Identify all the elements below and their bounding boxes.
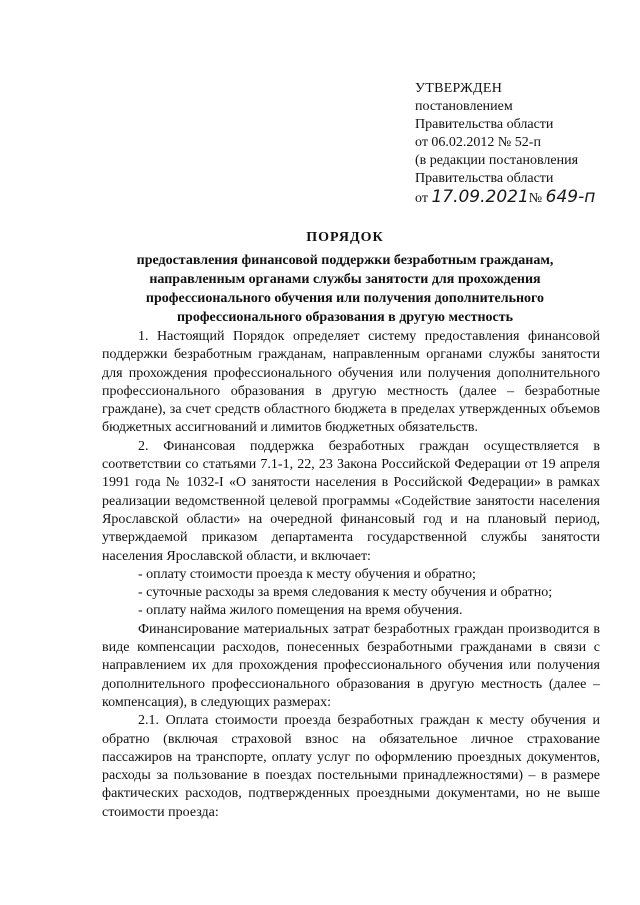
approval-stamp [415, 80, 630, 208]
list-item: - суточные расходы за время следования к месту обучения и обратно; [138, 585, 553, 601]
document-body [102, 328, 600, 822]
title-heading: ПОРЯДОК [306, 230, 384, 245]
paragraph-1: 1. Настоящий Порядок определяет систему предоставления финансовой поддержки безработным гражданам, направленным органами службы занятости для прохождения профессионального обучения или получения дополнительного профессионального образования в другую местность (далее – безработные граждане), за счет средств областного бюджета в пределах утвержденных объемов бюджетных ассигнований и лимитов бюджетных обязательств. [102, 329, 600, 436]
paragraph-2: 2. Финансовая поддержка безработных граждан осуществляется в соответствии со статьями 7.1-1, 22, 23 Закона Российской Федерации от 19 апреля 1991 года № 1032-I «О занятости населения в Российской Федерации» в рамках реализации ведомственной целевой программы «Содействие занятости населения Ярославской области» на очередной финансовый год и на плановый период, утверждаемой приказом департамента государственной службы занятости населения Ярославской области, и включает: [102, 438, 600, 564]
paragraph-4: 2.1. Оплата стоимости проезда безработных граждан к месту обучения и обратно (включая страховой взнос на обязательное личное страхование пассажиров на транспорте, оплату услуг по оформлению проездных документов, расходы за пользование в поездах постельными принадлежностями) – в размере фактических расходов, подтвержденных проездными документами, но не выше стоимости проезда: [102, 713, 600, 820]
handwritten-number: 649-п [545, 187, 596, 207]
paragraph-3: Финансирование материальных затрат безработных граждан производится в виде компенсации расходов, понесенных безработными гражданами в связи с направлением их для прохождения профессионального обучения или получения дополнительного профессионального образования в другую местность (далее – компенсация), в следующих размерах: [102, 621, 600, 710]
approval-line: постановлением [415, 99, 513, 114]
approval-line: Правительства области [415, 171, 554, 186]
approval-line: от 06.02.2012 № 52-п [415, 135, 541, 150]
approval-prefix: от [415, 191, 432, 206]
approval-edition-line [415, 188, 630, 208]
subtitle-line: предоставления финансовой поддержки безработным гражданам, [136, 253, 554, 268]
approval-line: (в редакции постановления [415, 153, 579, 168]
document-title [95, 228, 595, 327]
approval-heading: УТВЕРЖДЕН [415, 81, 503, 96]
subtitle-line: профессионального обучения или получения дополнительного [145, 291, 545, 306]
approval-line: Правительства области [415, 117, 554, 132]
list-item: - оплату найма жилого помещения на время обучения. [138, 603, 463, 619]
subtitle-line: направленным органами службы занятости для прохождения [149, 272, 541, 287]
list-item: - оплату стоимости проезда к месту обучения и обратно; [138, 566, 476, 582]
number-sign: № [528, 191, 543, 206]
subtitle-line: профессионального образования в другую местность [176, 310, 514, 325]
handwritten-date: 17.09.2021 [431, 187, 529, 207]
